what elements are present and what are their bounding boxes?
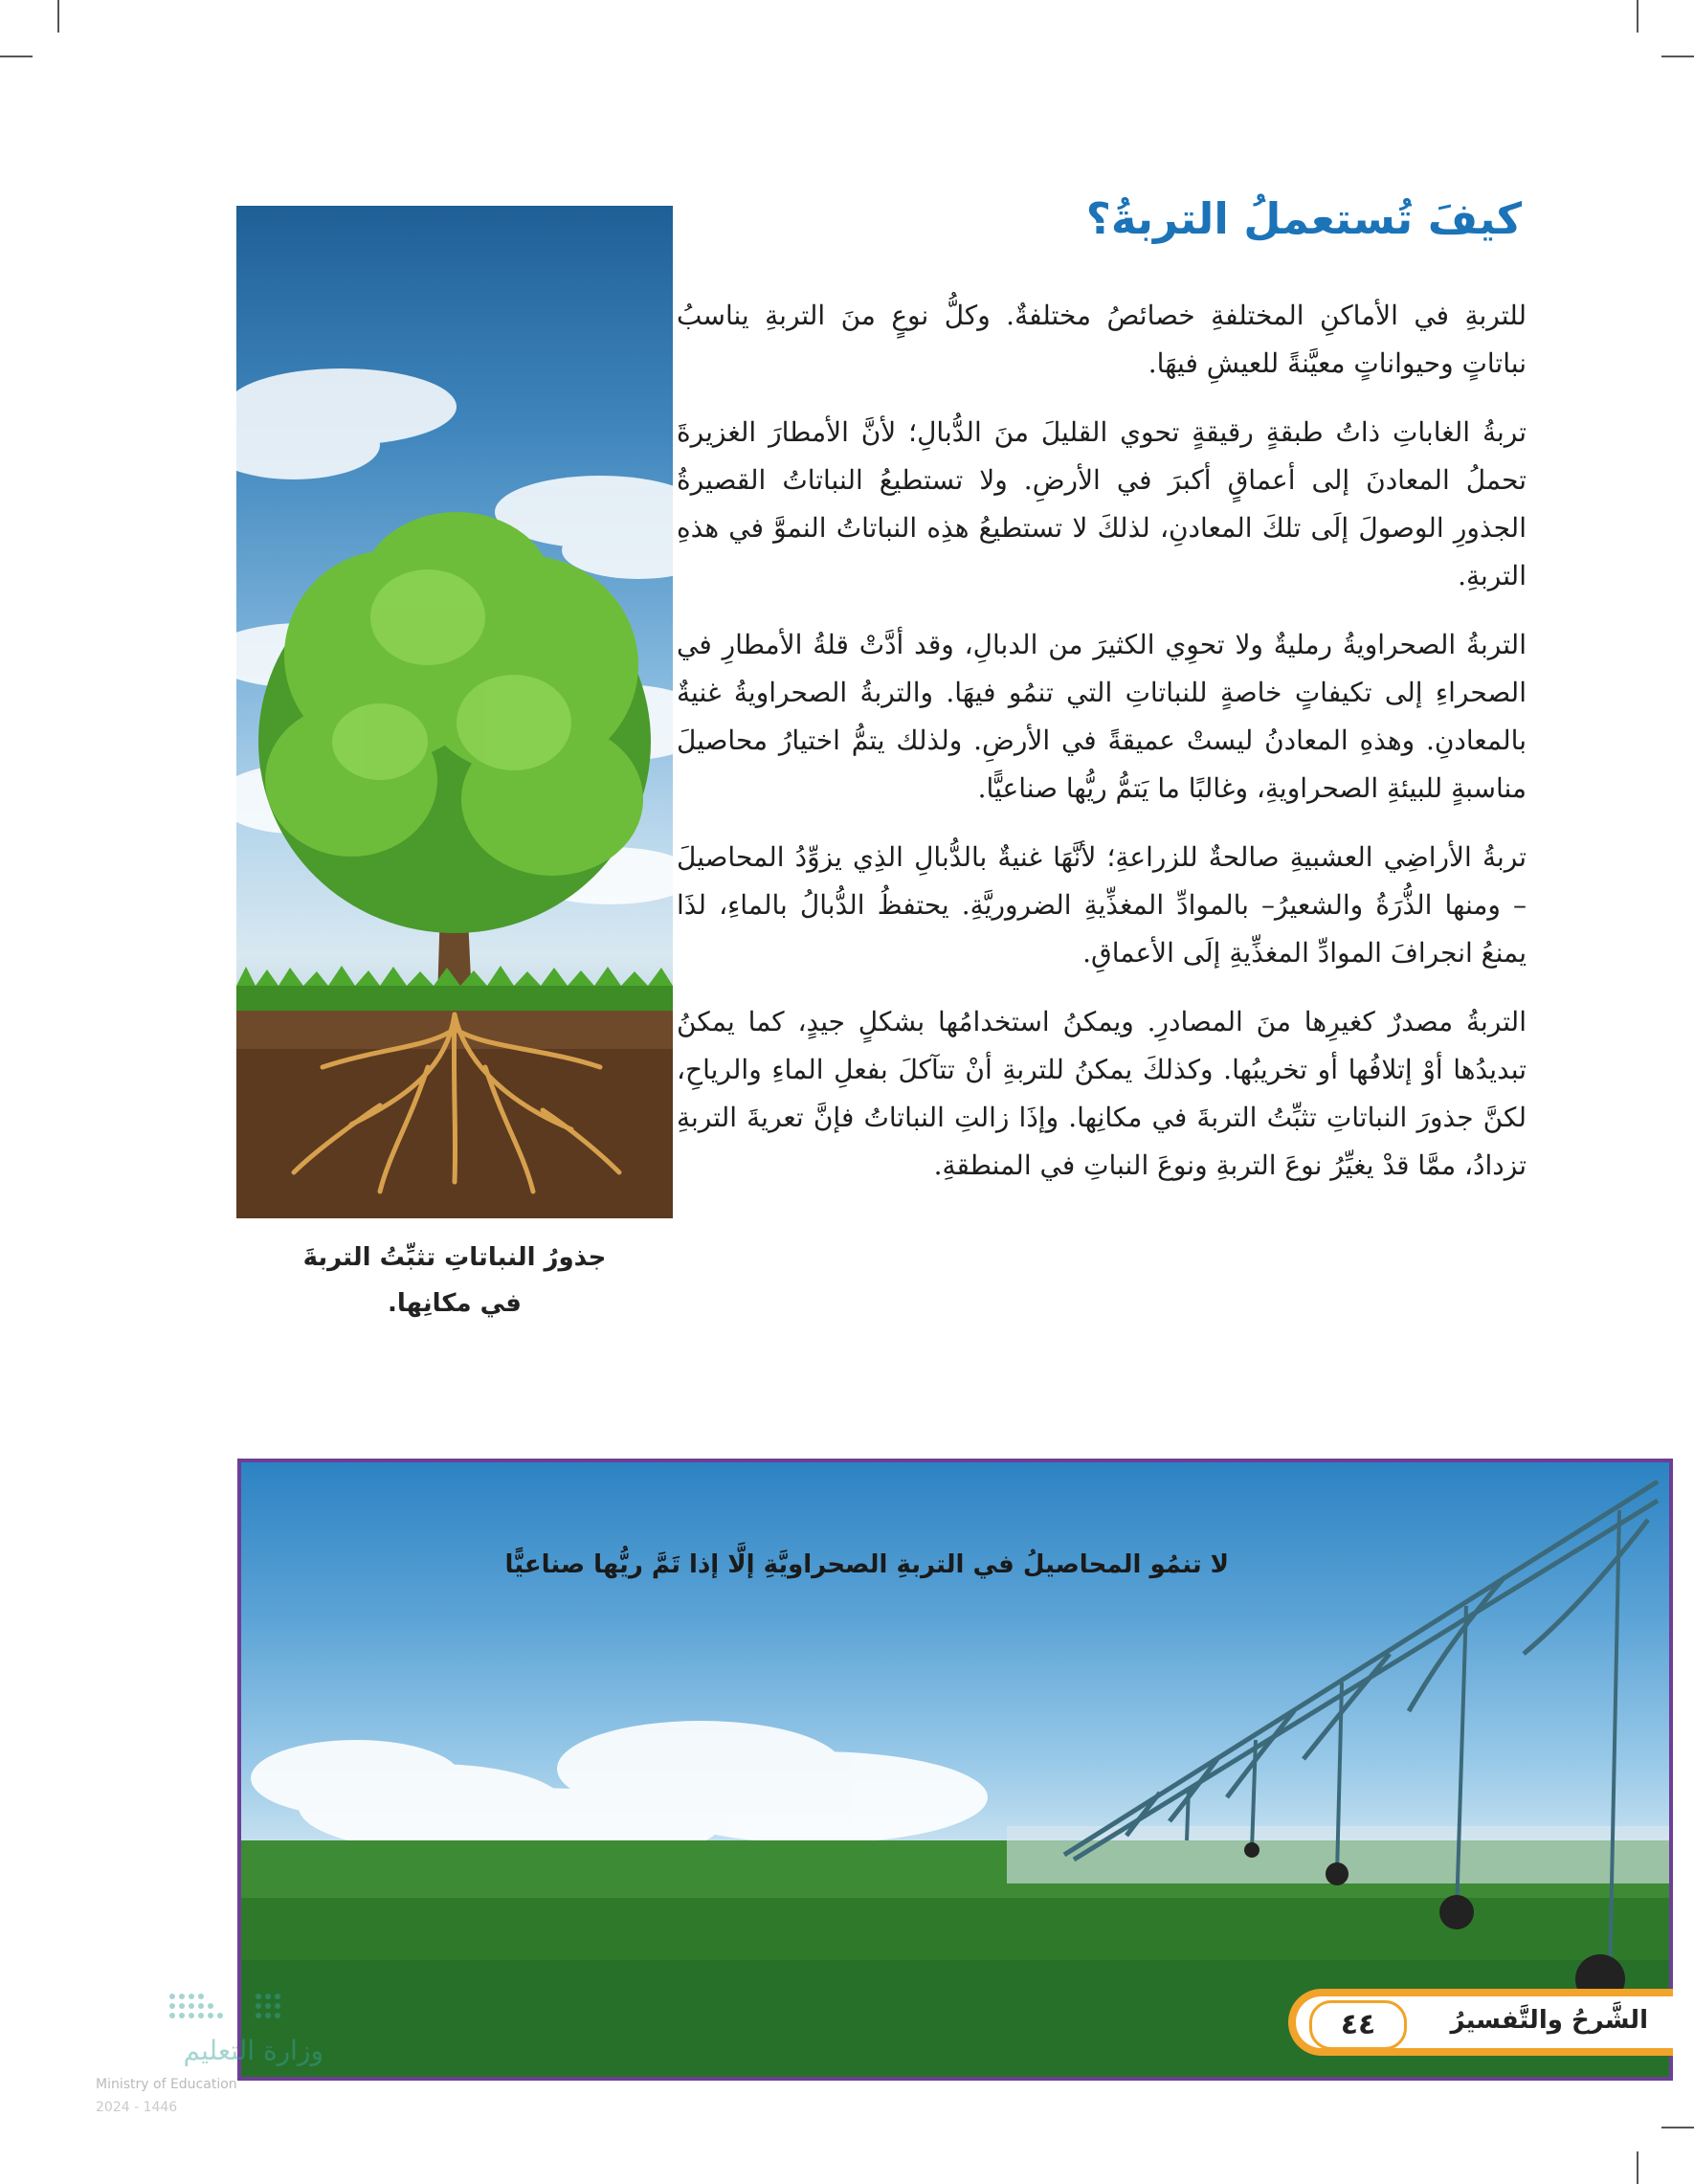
ministry-logo [94,1987,323,2121]
crop-mark [1661,56,1694,57]
section-label: الشَّرحُ والتَّفسيرُ [1450,2006,1648,2035]
crop-mark [1637,0,1638,33]
paragraph: تربةُ الأراضِي العشبيةِ صالحةٌ للزراعةِ؛ لأنَّهَا غنيةٌ بالدُّبالِ الذِي يزوِّدُ المحاصيلَ – ومنها الذُّرَةُ والشعيرُ– بالموادِّ المغذِّيةِ الضروريَّةِ. يحتفظُ الدُّبالُ بالماءِ، لذَا يمنعُ انجرافَ الموادِّ المغذِّيةِ إلَى الأعماقِ. [677,841,1527,969]
tree-caption [287,1235,622,1326]
page-number: ٤٤ [1309,2000,1407,2050]
tree-caption-line: جذورُ النباتاتِ تثبِّتُ التربةَ [302,1243,607,1272]
tree-illustration [236,206,673,1218]
irrigation-caption: لا تنمُو المحاصيلُ في التربةِ الصحراويَّةِ إلَّا إذا تَمَّ ريُّها صناعيًّا [504,1550,1229,1579]
logo-dots-icon [167,1987,320,2029]
ministry-name-en: Ministry of Education [96,2077,237,2092]
crop-mark [57,0,59,33]
tree-caption-line: في مكانِها. [388,1289,522,1318]
page-title: كيفَ تُستعملُ التربةُ؟ [1085,193,1522,244]
tree-roots-photo [236,206,673,1218]
ministry-year: 2024 - 1446 [96,2100,178,2115]
paragraph: التربةُ مصدرٌ كغيرِها منَ المصادرِ. ويمكنُ استخدامُها بشكلٍ جيدٍ، كما يمكنُ تبديدُها أوْ إتلافُها أو تخريبُها. وكذلكَ يمكنُ للتربةِ أنْ تتآكلَ بفعلِ الماءِ والرياحِ، لكنَّ جذورَ النباتاتِ تثبِّتُ التربةَ في مكانِها. وإذَا زالتِ النباتاتُ فإنَّ تعريةَ التربةِ تزدادُ، ممَّا قدْ يغيِّرُ نوعَ التربةِ ونوعَ النباتِ في المنطقةِ. [677,1006,1527,1181]
irrigation-photo [237,1459,1673,2081]
ministry-name-ar: وزارة التعليم [183,2035,323,2066]
crop-mark [1637,2151,1638,2184]
paragraph: التربةُ الصحراويةُ رمليةٌ ولا تحوِي الكثيرَ من الدبالِ، وقد أدَّتْ قلةُ الأمطارِ في الصحراءِ إلى تكيفاتٍ خاصةٍ للنباتاتِ التي تنمُو فيهَا. والتربةُ الصحراويةُ غنيةٌ بالمعادنِ. وهذهِ المعادنُ ليستْ عميقةً في الأرضِ. ولذلك يتمُّ اختيارُ محاصيلَ مناسبةٍ للبيئةِ الصحراويةِ، وغالبًا ما يَتمُّ ريُّها صناعيًّا. [677,629,1527,804]
crop-mark [1661,2127,1694,2128]
crop-mark [0,56,33,57]
paragraph: للتربةِ في الأماكنِ المختلفةِ خصائصُ مختلفةٌ. وكلُّ نوعٍ منَ التربةِ يناسبُ نباتاتٍ وحيواناتٍ معيَّنةً للعيشِ فيهَا. [677,300,1527,379]
footer-inner [1296,1996,1673,2048]
page-footer [1288,1989,1673,2056]
body-text [677,292,1527,1211]
paragraph: تربةُ الغاباتِ ذاتُ طبقةٍ رقيقةٍ تحوي القليلَ منَ الدُّبالِ؛ لأنَّ الأمطارَ الغزيرةَ تحملُ المعادنَ إلى أعماقٍ أكبرَ في الأرضِ. ولا تستطيعُ النباتاتُ القصيرةُ الجذورِ الوصولَ إلَى تلكَ المعادنِ، لذلكَ لا تستطيعُ هذِه النباتاتُ النموَّ في هذهِ التربةِ. [677,416,1527,591]
